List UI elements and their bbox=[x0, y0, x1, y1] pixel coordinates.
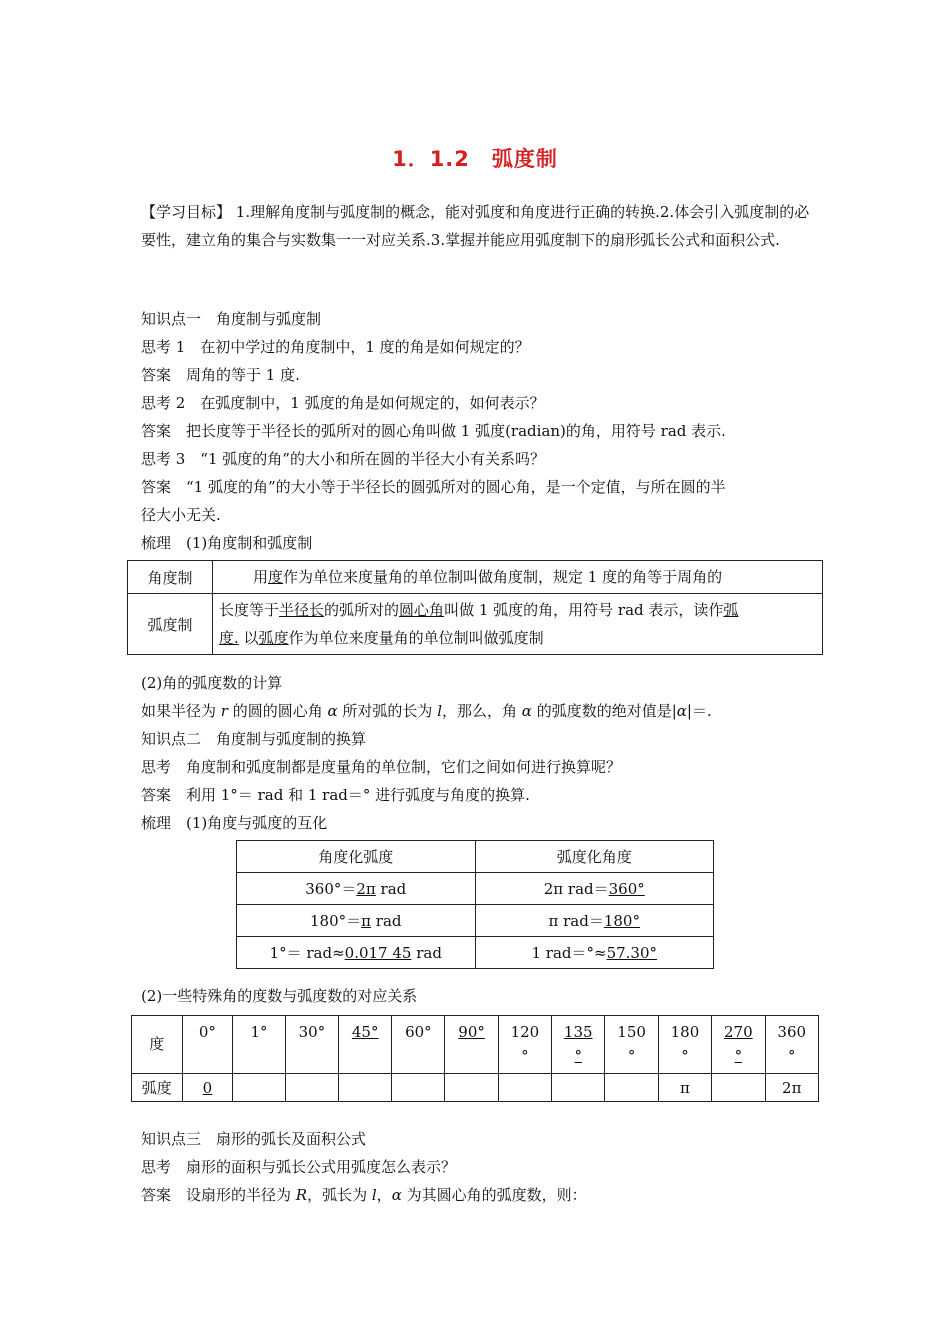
answer-2: 答案 把长度等于半径长的弧所对的圆心角叫做 1 弧度(radian)的角，用符号 rad 表示. bbox=[141, 422, 726, 440]
table-cell: 90° bbox=[445, 1016, 498, 1074]
table-header: 弧度化角度 bbox=[475, 841, 714, 873]
table-row bbox=[132, 1016, 819, 1074]
table-cell: π bbox=[658, 1074, 711, 1102]
table-cell bbox=[445, 1074, 498, 1102]
summary-1: 梳理 (1)角度制和弧度制 bbox=[141, 534, 313, 552]
answer-3-line-1: 答案 “1 弧度的角”的大小等于半径长的圆弧所对的圆心角，是一个定值，与所在圆的半 bbox=[141, 478, 726, 496]
table-cell bbox=[552, 1074, 605, 1102]
special-angles-table bbox=[131, 1015, 819, 1102]
table-cell: 0 bbox=[182, 1074, 233, 1102]
table-cell: 用度作为单位来度量角的单位制叫做角度制，规定 1 度的角等于周角的 bbox=[213, 561, 823, 594]
table-cell: 30° bbox=[285, 1016, 338, 1074]
calc-heading: (2)角的弧度数的计算 bbox=[141, 674, 283, 692]
table-header: 度 bbox=[132, 1016, 183, 1074]
table-cell bbox=[712, 1074, 765, 1102]
question-1: 思考 1 在初中学过的角度制中，1 度的角是如何规定的？ bbox=[141, 338, 530, 356]
calc-formula: 如果半径为 r 的圆的圆心角 α 所对弧的长为 l，那么，角 α 的弧度数的绝对值是|α|＝. bbox=[141, 702, 712, 720]
conversion-table bbox=[236, 840, 714, 969]
learning-objectives bbox=[141, 198, 821, 254]
table-cell bbox=[605, 1074, 658, 1102]
section-heading-2: 知识点二 角度制与弧度制的换算 bbox=[141, 730, 367, 748]
table-cell: 1 rad＝°≈57.30° bbox=[475, 937, 714, 969]
table-cell bbox=[233, 1074, 286, 1102]
objectives-label: 【学习目标】 bbox=[141, 203, 232, 221]
table-cell: 120 ° bbox=[498, 1016, 551, 1074]
special-angles-heading: (2)一些特殊角的度数与弧度数的对应关系 bbox=[141, 987, 418, 1005]
table-row bbox=[132, 1074, 819, 1102]
answer-4: 答案 利用 1°＝ rad 和 1 rad＝° 进行弧度与角度的换算. bbox=[141, 786, 530, 804]
table-cell: π rad＝180° bbox=[475, 905, 714, 937]
answer-3-line-2: 径大小无关. bbox=[141, 506, 221, 524]
table-cell: 180°＝π rad bbox=[237, 905, 476, 937]
table-row bbox=[237, 937, 714, 969]
table-row bbox=[237, 873, 714, 905]
table-cell: 长度等于半径长的弧所对的圆心角叫做 1 弧度的角，用符号 rad 表示，读作弧 度. 以弧度作为单位来度量角的单位制叫做弧度制 bbox=[213, 594, 823, 655]
question-4: 思考 角度制和弧度制都是度量角的单位制，它们之间如何进行换算呢？ bbox=[141, 758, 622, 776]
table-cell: 弧度制 bbox=[128, 594, 213, 655]
table-cell: 2π bbox=[765, 1074, 819, 1102]
table-cell: 1° bbox=[233, 1016, 286, 1074]
table-cell bbox=[392, 1074, 445, 1102]
table-header: 弧度 bbox=[132, 1074, 183, 1102]
table-cell bbox=[285, 1074, 338, 1102]
answer-5: 答案 设扇形的半径为 R，弧长为 l，α 为其圆心角的弧度数，则： bbox=[141, 1186, 587, 1204]
table-cell: 2π rad＝360° bbox=[475, 873, 714, 905]
table-row bbox=[237, 841, 714, 873]
question-5: 思考 扇形的面积与弧长公式用弧度怎么表示？ bbox=[141, 1158, 457, 1176]
section-heading-3: 知识点三 扇形的弧长及面积公式 bbox=[141, 1130, 367, 1148]
table-header: 角度化弧度 bbox=[237, 841, 476, 873]
objectives-text: 1.理解角度制与弧度制的概念，能对弧度和角度进行正确的转换.2.体会引入弧度制的必要性，建立角的集合与实数集一一对应关系.3.掌握并能应用弧度制下的扇形弧长公式和面积公式. bbox=[141, 203, 810, 249]
table-cell: 360 ° bbox=[765, 1016, 819, 1074]
question-2: 思考 2 在弧度制中，1 弧度的角是如何规定的，如何表示？ bbox=[141, 394, 545, 412]
summary-2: 梳理 (1)角度与弧度的互化 bbox=[141, 814, 328, 832]
table-row bbox=[128, 561, 823, 594]
table-cell: 60° bbox=[392, 1016, 445, 1074]
table-cell bbox=[498, 1074, 551, 1102]
table-cell: 1°＝ rad≈0.017 45 rad bbox=[237, 937, 476, 969]
table-row bbox=[237, 905, 714, 937]
table-cell bbox=[339, 1074, 392, 1102]
table-cell: 0° bbox=[182, 1016, 233, 1074]
answer-1: 答案 周角的等于 1 度. bbox=[141, 366, 300, 384]
table-row bbox=[128, 594, 823, 655]
table-cell: 45° bbox=[339, 1016, 392, 1074]
table-cell: 270 ° bbox=[712, 1016, 765, 1074]
question-3: 思考 3 “1 弧度的角”的大小和所在圆的半径大小有关系吗？ bbox=[141, 450, 545, 468]
table-cell: 360°＝2π rad bbox=[237, 873, 476, 905]
section-heading-1: 知识点一 角度制与弧度制 bbox=[141, 310, 322, 328]
table-cell: 150 ° bbox=[605, 1016, 658, 1074]
unit-definition-table bbox=[127, 560, 823, 655]
page-title: 1．1.2 弧度制 bbox=[392, 147, 558, 171]
table-cell: 135 ° bbox=[552, 1016, 605, 1074]
table-cell: 180 ° bbox=[658, 1016, 711, 1074]
table-cell: 角度制 bbox=[128, 561, 213, 594]
